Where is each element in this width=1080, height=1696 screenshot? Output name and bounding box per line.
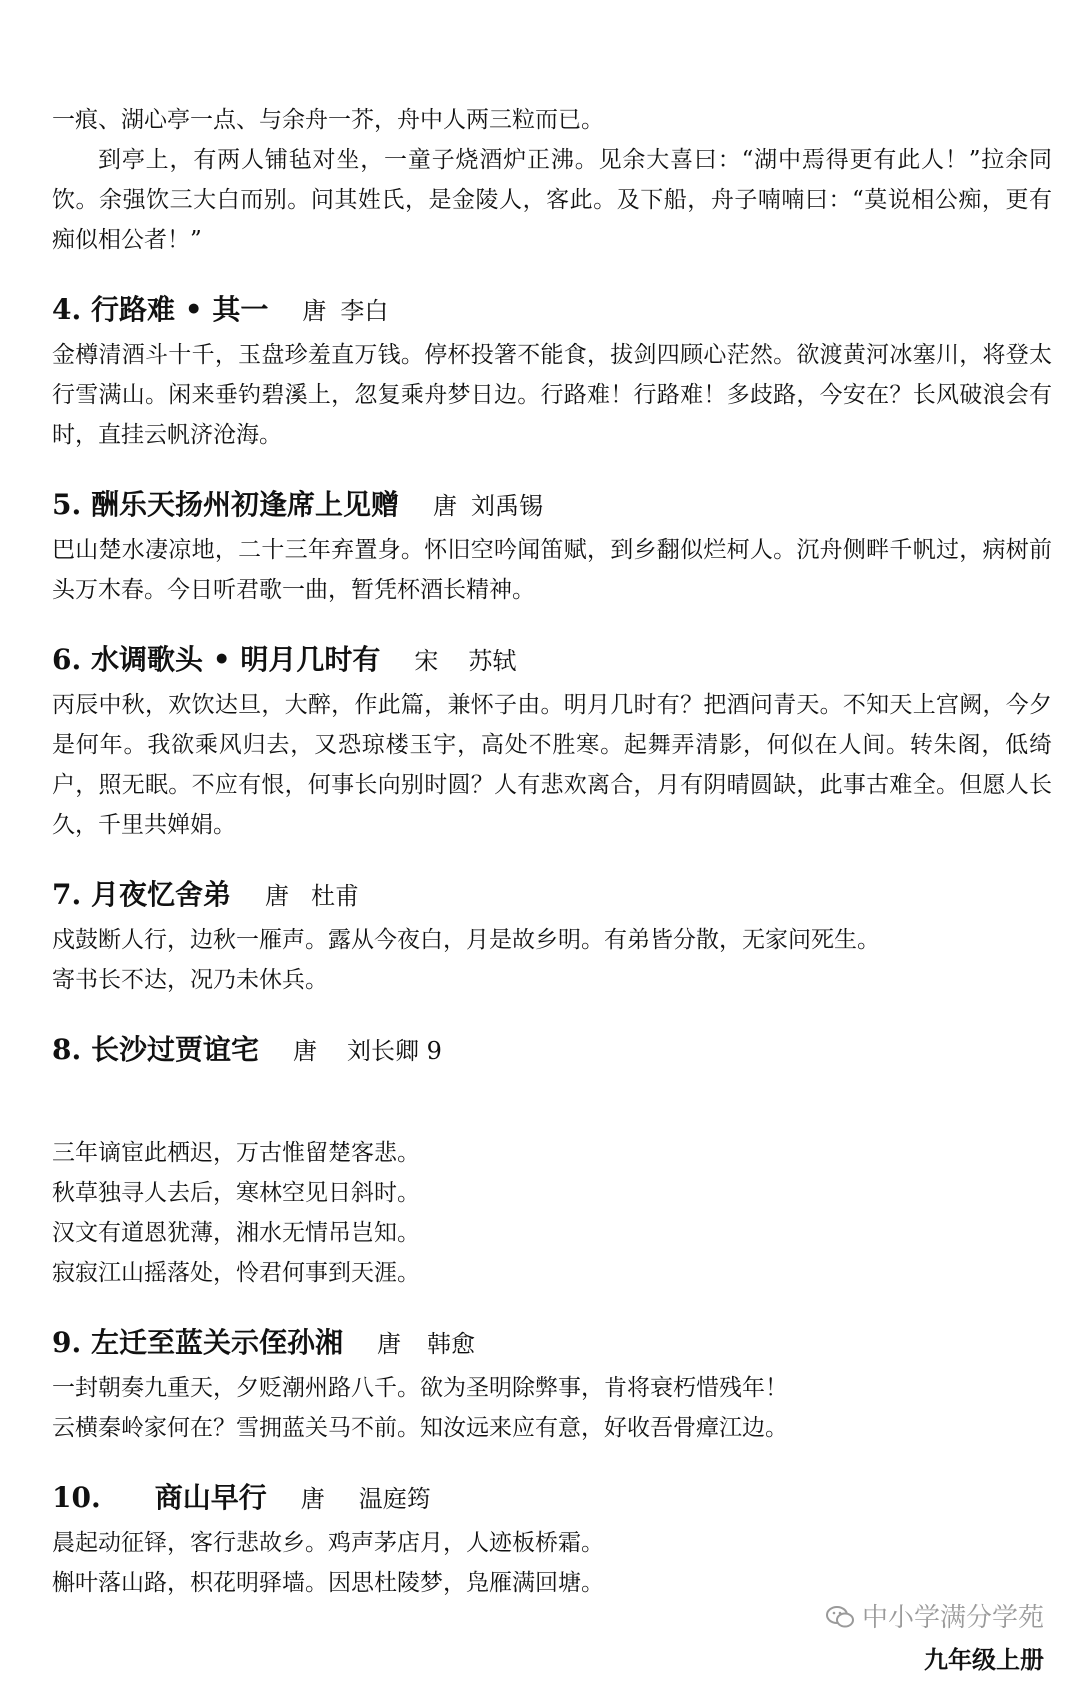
poem-title: 4. 行路难 • 其一 唐 李白 [52,293,389,326]
poem-line: 寂寂江山摇落处，怜君何事到天涯。 [52,1260,420,1286]
poem-line: 秋草独寻人去后，寒林空见日斜时。 [52,1180,420,1206]
poem-line: 槲叶落山路，枳花明驿墙。因思杜陵梦，凫雁满回塘。 [52,1570,604,1596]
poem-line: 一封朝奏九重天，夕贬潮州路八千。欲为圣明除弊事，肯将衰朽惜残年！ [52,1375,788,1401]
poem-line: 戍鼓断人行，边秋一雁声。露从今夜白，月是故乡明。有弟皆分散，无家问死生。 [52,927,880,953]
poem-line: 三年谪宦此栖迟，万古惟留楚客悲。 [52,1140,420,1166]
poem-line: 寄书长不达，况乃未休兵。 [52,967,328,993]
poem-title: 6. 水调歌头 • 明月几时有 宋 苏轼 [52,643,517,676]
poem-title: 5. 酬乐天扬州初逢席上见赠 唐 刘禹锡 [52,488,543,521]
poem-5 [52,481,1052,610]
watermark-text: 中小学满分学苑 [861,1603,1044,1633]
poem-title: 7. 月夜忆舍弟 唐 杜甫 [52,878,359,911]
poem-body: 金樽清酒斗十千，玉盘珍羞直万钱。停杯投箸不能食，拔剑四顾心茫然。欲渡黄河冰塞川，将登太行雪满山。闲来垂钓碧溪上，忽复乘舟梦日边。行路难！行路难！多歧路，今安在？长风破浪会有时，直挂云帆济沧海。 [52,342,1052,448]
intro-paragraph: 到亭上，有两人铺毡对坐，一童子烧酒炉正沸。见余大喜曰：“湖中焉得更有此人！”拉余同饮。余强饮三大白而别。问其姓氏，是金陵人，客此。及下船，舟子喃喃曰：“莫说相公痴，更有痴似相公者！” [52,147,1052,253]
poem-line: 云横秦岭家何在？雪拥蓝关马不前。知汝远来应有意，好收吾骨瘴江边。 [52,1415,788,1441]
wechat-watermark [826,1597,1044,1634]
document-body [52,100,1052,1603]
poem-6 [52,636,1052,845]
poem-body: 巴山楚水凄凉地，二十三年弃置身。怀旧空吟闻笛赋，到乡翻似烂柯人。沉舟侧畔千帆过，病树前头万木春。今日听君歌一曲，暂凭杯酒长精神。 [52,537,1052,603]
poem-8 [52,1026,1052,1293]
poem-title: 10. 商山早行 唐 温庭筠 [52,1481,431,1514]
poem-body: 丙辰中秋，欢饮达旦，大醉，作此篇，兼怀子由。明月几时有？把酒问青天。不知天上宫阙，今夕是何年。我欲乘风归去，又恐琼楼玉宇，高处不胜寒。起舞弄清影，何似在人间。转朱阁，低绮户，照无眠。不应有恨，何事长向别时圆？人有悲欢离合，月有阴晴圆缺，此事古难全。但愿人长久，千里共婵娟。 [52,692,1052,838]
wechat-icon [826,1605,854,1627]
poem-line: 晨起动征铎，客行悲故乡。鸡声茅店月，人迹板桥霜。 [52,1530,604,1556]
poem-7 [52,871,1052,1000]
page-footer: 九年级上册 [924,1645,1044,1674]
intro-line: 一痕、湖心亭一点、与余舟一芥，舟中人两三粒而已。 [52,107,604,133]
poem-10 [52,1474,1052,1603]
poem-title: 9. 左迁至蓝关示侄孙湘 唐 韩愈 [52,1326,475,1359]
poem-9 [52,1319,1052,1448]
poem-title: 8. 长沙过贾谊宅 唐 刘长卿 9 [52,1033,442,1066]
poem-line: 汉文有道恩犹薄，湘水无情吊岂知。 [52,1220,420,1246]
poem-4 [52,286,1052,455]
